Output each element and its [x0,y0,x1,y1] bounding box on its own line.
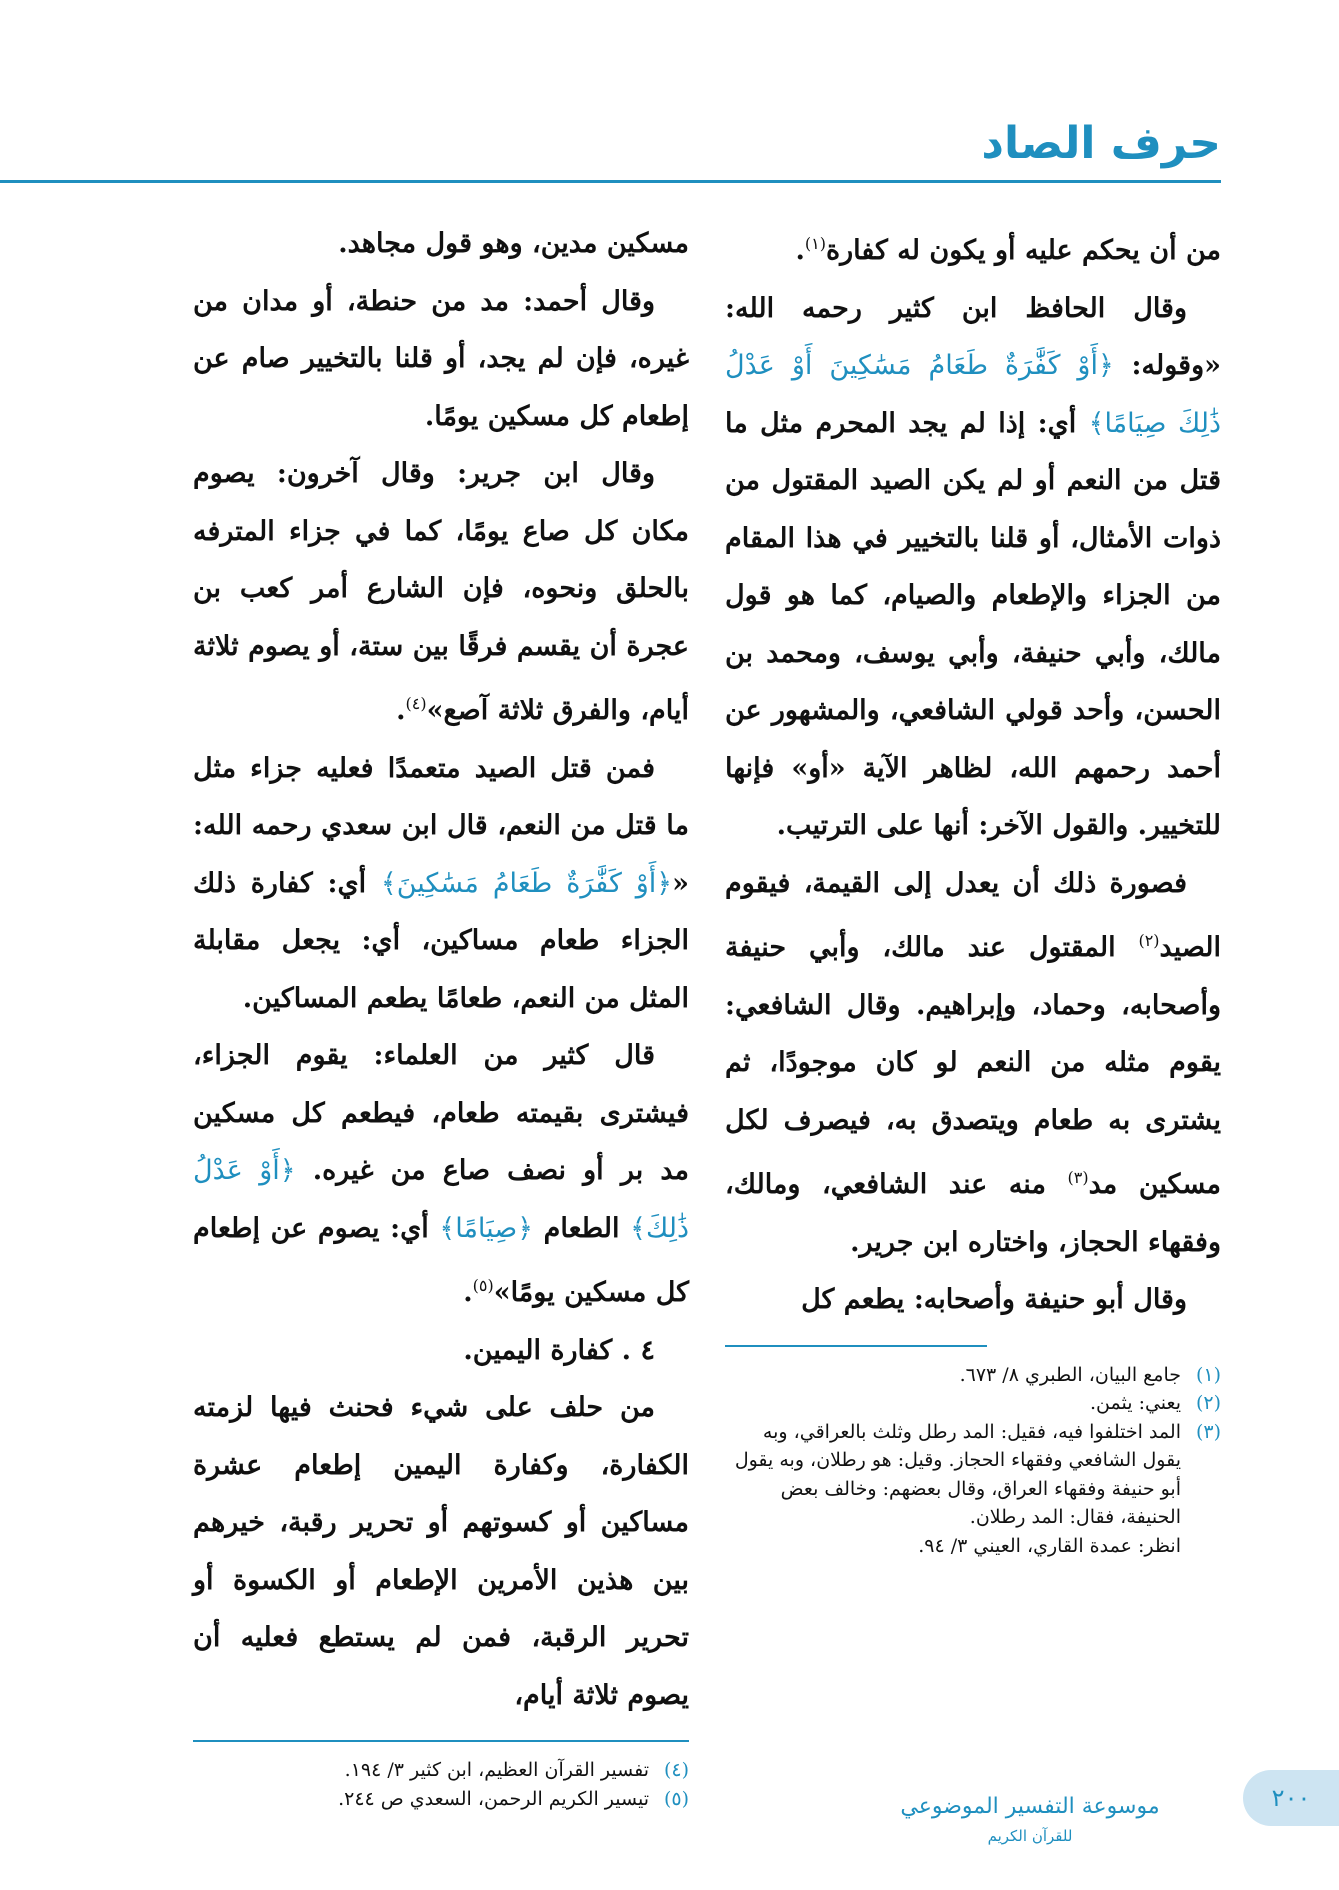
encyclopedia-logo [900,1775,1160,1853]
paragraph: مسكين مدين، وهو قول مجاهد. [338,228,689,259]
paragraph [193,1027,689,1322]
paragraph-text: وقال الحافظ ابن كثير رحمه الله: [725,292,1187,324]
footnote-text: جامع البيان، الطبري ٨/ ٦٧٣. [959,1363,1181,1386]
paragraph-text: المقتول عند مالك، وأبي حنيفة وأصحابه، وحماد، وإبراهيم. وقال الشافعي: يقوم مثله من النعم لو كان موجودًا، ثم يشترى به طعام ويتصدق به، فيصرف لكل مسكين مد [725,932,1221,1200]
footnote-number: (٤) [663,1759,689,1781]
paragraph-text: . [396,695,406,726]
footnote-text: يعني: يثمن. [1090,1392,1181,1414]
footnote-text: تفسير القرآن العظيم، ابن كثير ٣/ ١٩٤. [344,1759,649,1781]
quran-verse: ﴿أَوْ كَفَّٰرَةٌ طَعَامُ مَسَٰكِينَ﴾ [380,867,673,899]
paragraph-text: . [463,1277,473,1308]
paragraph [725,855,1221,1272]
paragraph [193,740,689,1028]
header-rule [0,180,1221,183]
footnotes [193,1740,689,1813]
paragraph-text: . [795,235,805,266]
paragraph-text: أي: يصوم عن إطعام كل مسكين يومًا» [193,1212,689,1308]
paragraph-text: «وقوله: [1113,350,1221,381]
footnote [193,1785,689,1814]
footnote-number: (١) [1195,1363,1221,1386]
footnote-number: (٢) [1195,1392,1221,1414]
page-number-tab [1243,1770,1339,1826]
footnote-ref[interactable]: (٣) [1067,1168,1089,1187]
footnotes [725,1345,1221,1561]
footnote-text: المد اختلفوا فيه، فقيل: المد رطل وثلث بالعراقي، وبه يقول الشافعي وفقهاء الحجاز. وقيل: هو رطلان، وبه يقول أبو حنيفة وفقهاء العراق، وقال بعضهم: وخالف بعض الحنيفة، فقال: المد رطلان. [734,1420,1181,1528]
left-column [193,215,689,1813]
footnote [725,1361,1221,1390]
paragraph-text: فصورة ذلك أن يعدل إلى القيمة، فيقوم الصيد [725,867,1221,963]
paragraph-text: أي: كفارة ذلك الجزاء طعام مساكين، أي: يجعل مقابلة المثل من النعم، طعامًا يطعم المساكين. [193,867,689,1014]
footnote-ref[interactable]: (١) [804,234,826,253]
footnote-text: انظر: عمدة القاري، العيني ٣/ ٩٤. [918,1534,1181,1557]
quran-verse: ﴿صِيَامًا﴾ [439,1212,534,1244]
logo-title: موسوعة التفسير الموضوعي [900,1794,1160,1819]
footnote [725,1532,1221,1561]
quran-verse: ﴿أَوْ عَدْلُ ذَٰلِكَ﴾ [193,1155,689,1244]
paragraph-text: قال كثير من العلماء: يقوم الجزاء، فيشترى بقيمته طعام، فيطعم كل مسكين مد بر أو نصف صاع من غيره. [193,1040,690,1186]
paragraph-text: فمن قتل الصيد متعمدًا فعليه جزاء مثل ما قتل من النعم، قال ابن سعدي رحمه الله: « [193,752,689,899]
paragraph-text: أي: إذا لم يجد المحرم مثل ما قتل من النعم أو لم يكن الصيد المقتول من ذوات الأمثال، أو قلنا بالتخيير في هذا المقام من الجزاء والإطعام والصيام، كما هو قول مالك، وأبي حنيفة، وأبي يوسف، ومحمد بن الحسن، وأحد قولي الشافعي، والمشهور عن أحمد رحمهم الله، لظاهر الآية «أو» فإنها للتخيير. والقول الآخر: أنها على الترتيب. [725,407,1221,841]
footnote-ref[interactable]: (٥) [472,1276,494,1295]
right-column [725,215,1221,1560]
page-header-title: حرف الصاد [981,118,1221,169]
footnote-ref[interactable]: (٢) [1138,931,1160,950]
footnote-text: تيسير الكريم الرحمن، السعدي ص ٢٤٤. [338,1787,649,1810]
paragraph-text: الطعام [533,1212,631,1244]
paragraph: من حلف على شيء فحنث فيها لزمته الكفارة، وكفارة اليمين إطعام عشرة مساكين أو كسوتهم أو تحرير رقبة، خيرهم بين هذين الأمرين الإطعام أو الكسوة أو تحرير الرقبة، فمن لم يستطع فعليه أن يصوم ثلاثة أيام، [193,1392,689,1711]
paragraph [725,280,1221,855]
page-number: ٢٠٠ [1271,1784,1311,1812]
footnote [725,1389,1221,1418]
paragraph: وقال أبو حنيفة وأصحابه: يطعم كل [801,1284,1187,1315]
footnote-number: (٣) [1195,1420,1221,1443]
footnote [725,1418,1221,1532]
footnote-number [1181,1532,1221,1561]
footnote-ref[interactable]: (٤) [405,694,427,713]
section-heading: ٤ . كفارة اليمين. [463,1334,655,1366]
footnote-number: (٥) [663,1787,689,1810]
paragraph: وقال أحمد: مد من حنطة، أو مدان من غيره، فإن لم يجد، أو قلنا بالتخيير صام عن إطعام كل مسكين يومًا. [193,285,689,432]
footnote [193,1756,689,1785]
paragraph-text: منه عند الشافعي، ومالك، وفقهاء الحجاز، واختاره ابن جرير. [725,1169,1221,1258]
paragraph [725,215,1221,280]
logo-subtitle: للقرآن الكريم [987,1827,1073,1845]
paragraph-text: من أن يحكم عليه أو يكون له كفارة [825,235,1221,266]
quran-verse: ﴿أَوْ كَفَّٰرَةٌ طَعَامُ مَسَٰكِينَ أَوْ عَدْلُ ذَٰلِكَ صِيَامًا﴾ [725,350,1221,439]
paragraph-text: وقال ابن جرير: وقال آخرون: يصوم مكان كل صاع يومًا، كما في جزاء المترفه بالحلق ونحوه، فإن الشارع أمر كعب بن عجرة أن يقسم فرقًا بين ستة، أو يصوم ثلاثة أيام، والفرق ثلاثة آصع» [193,458,689,726]
paragraph [193,445,689,740]
